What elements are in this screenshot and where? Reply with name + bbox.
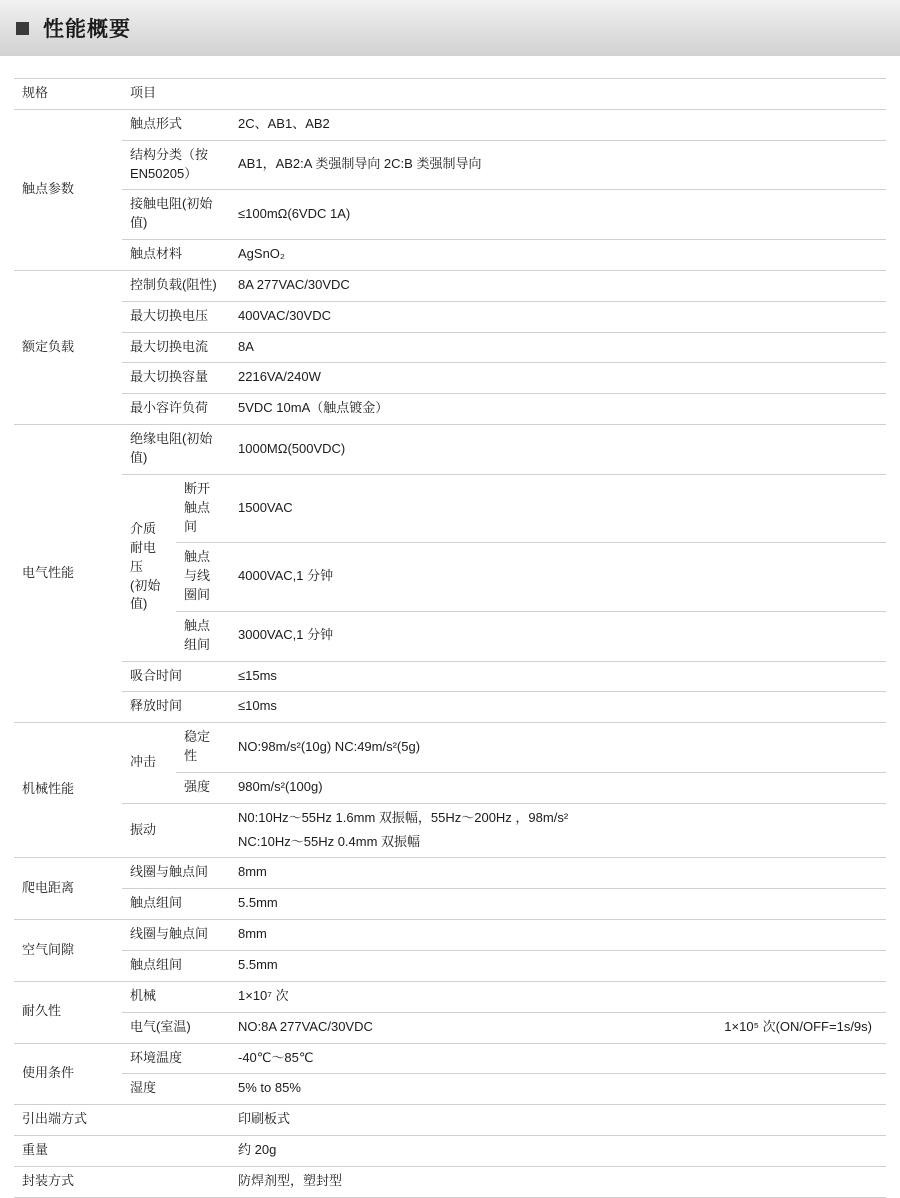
cell-value: AgSnO₂ [230,240,886,271]
cell-value-electrical-endurance [230,1012,886,1043]
sub-label: 触点材料 [122,240,230,271]
table-row [14,425,886,475]
table-row [14,1012,886,1043]
group-label-endurance: 耐久性 [14,981,122,1043]
sub-label-line1: 介质耐电压 [130,521,157,574]
sub-label: 最大切换电压 [122,301,230,332]
sub-label: 触点形式 [122,109,230,140]
table-row [14,270,886,301]
cell-value: 5VDC 10mA（触点镀金） [230,394,886,425]
table-row [14,661,886,692]
cell-value: 1×10⁷ 次 [230,981,886,1012]
spec-table [14,78,886,1198]
group-label-weight: 重量 [14,1136,230,1167]
sub-label: 触点组间 [122,889,230,920]
cell-value-line1: N0:10Hz〜55Hz 1.6mm 双振幅，55Hz〜200Hz ，98m/s² [238,809,569,825]
sub2-label: 断开触点间 [176,474,230,543]
cell-value: 3000VAC,1 分钟 [230,611,886,661]
sub-label-line2: (初始值) [130,577,161,612]
cell-value: ≤15ms [230,661,886,692]
cell-value: 980m/s²(100g) [230,772,886,803]
cell-value: 5.5mm [230,951,886,982]
cell-value-line2: NC:10Hz〜55Hz 0.4mm 双振幅 [238,833,421,849]
group-label-contact-params: 触点参数 [14,109,122,270]
table-row [14,803,886,858]
sub2-label: 稳定性 [176,723,230,773]
cell-value-right: 1×10⁵ 次(ON/OFF=1s/9s) [724,1018,872,1034]
sub-label: 最大切换电流 [122,332,230,363]
sub-label: 湿度 [122,1074,230,1105]
sub2-label: 触点组间 [176,611,230,661]
group-label-electrical: 电气性能 [14,425,122,723]
spec-table-wrap [0,56,900,1198]
group-label-rated-load: 额定负载 [14,270,122,424]
sub-label: 环境温度 [122,1043,230,1074]
cell-value: ≤10ms [230,692,886,723]
cell-value: 防焊剂型，塑封型 [230,1166,886,1197]
sub-label: 最大切换容量 [122,363,230,394]
table-row [14,140,886,190]
sub-label: 机械 [122,981,230,1012]
sub2-label: 强度 [176,772,230,803]
cell-value-left: NO:8A 277VAC/30VDC [238,1018,373,1034]
table-row [14,858,886,889]
table-header-row [14,79,886,110]
page-title: 性能概要 [43,18,131,41]
cell-value: AB1，AB2:A 类强制导向 2C:B 类强制导向 [230,140,886,190]
cell-value: 4000VAC,1 分钟 [230,543,886,612]
sub-label: 绝缘电阻(初始值) [122,425,230,475]
group-label-mechanical: 机械性能 [14,723,122,858]
column-header-item: 项目 [122,79,230,110]
sub-label-dielectric [122,474,176,661]
sub-label: 触点组间 [122,951,230,982]
cell-value: -40℃〜85℃ [230,1043,886,1074]
group-label-clearance: 空气间隙 [14,920,122,982]
table-row [14,240,886,271]
table-row [14,301,886,332]
sub-label: 控制负载(阻性) [122,270,230,301]
table-row [14,109,886,140]
table-row [14,1166,886,1197]
cell-value: 5.5mm [230,889,886,920]
cell-value: ≤100mΩ(6VDC 1A) [230,190,886,240]
cell-value: 8mm [230,858,886,889]
cell-value: 8A [230,332,886,363]
table-row [14,1074,886,1105]
sub-label: 吸合时间 [122,661,230,692]
table-row [14,363,886,394]
table-row [14,1105,886,1136]
square-bullet-icon [16,22,29,35]
cell-value: 印刷板式 [230,1105,886,1136]
sub-label: 接触电阻(初始值) [122,190,230,240]
table-row [14,1136,886,1167]
table-row [14,332,886,363]
cell-value: 1500VAC [230,474,886,543]
cell-value: 8A 277VAC/30VDC [230,270,886,301]
cell-value: 400VAC/30VDC [230,301,886,332]
table-row [14,920,886,951]
table-row [14,951,886,982]
group-label-terminal: 引出端方式 [14,1105,230,1136]
section-header [0,0,900,56]
table-row [14,1043,886,1074]
group-label-creepage: 爬电距离 [14,858,122,920]
table-row [14,190,886,240]
sub-label: 电气(室温) [122,1012,230,1043]
sub-label: 线圈与触点间 [122,858,230,889]
cell-value: 1000MΩ(500VDC) [230,425,886,475]
group-label-conditions: 使用条件 [14,1043,122,1105]
cell-value: NO:98m/s²(10g) NC:49m/s²(5g) [230,723,886,773]
sub-label: 结构分类（按 EN50205） [122,140,230,190]
table-row [14,889,886,920]
sub2-label: 触点与线圈间 [176,543,230,612]
column-header-spec: 规格 [14,79,122,110]
sub-label: 线圈与触点间 [122,920,230,951]
table-row [14,474,886,543]
sub-label-vibration: 振动 [122,803,230,858]
cell-value: 2216VA/240W [230,363,886,394]
table-row [14,981,886,1012]
column-header-value [230,79,886,110]
table-row [14,692,886,723]
cell-value: 约 20g [230,1136,886,1167]
sub-label: 最小容许负荷 [122,394,230,425]
cell-value: 5% to 85% [230,1074,886,1105]
table-row [14,723,886,773]
cell-value: 2C、AB1、AB2 [230,109,886,140]
sub-label-shock: 冲击 [122,723,176,804]
cell-value-vibration [230,803,886,858]
cell-value: 8mm [230,920,886,951]
sub-label: 释放时间 [122,692,230,723]
group-label-package: 封装方式 [14,1166,230,1197]
table-row [14,394,886,425]
